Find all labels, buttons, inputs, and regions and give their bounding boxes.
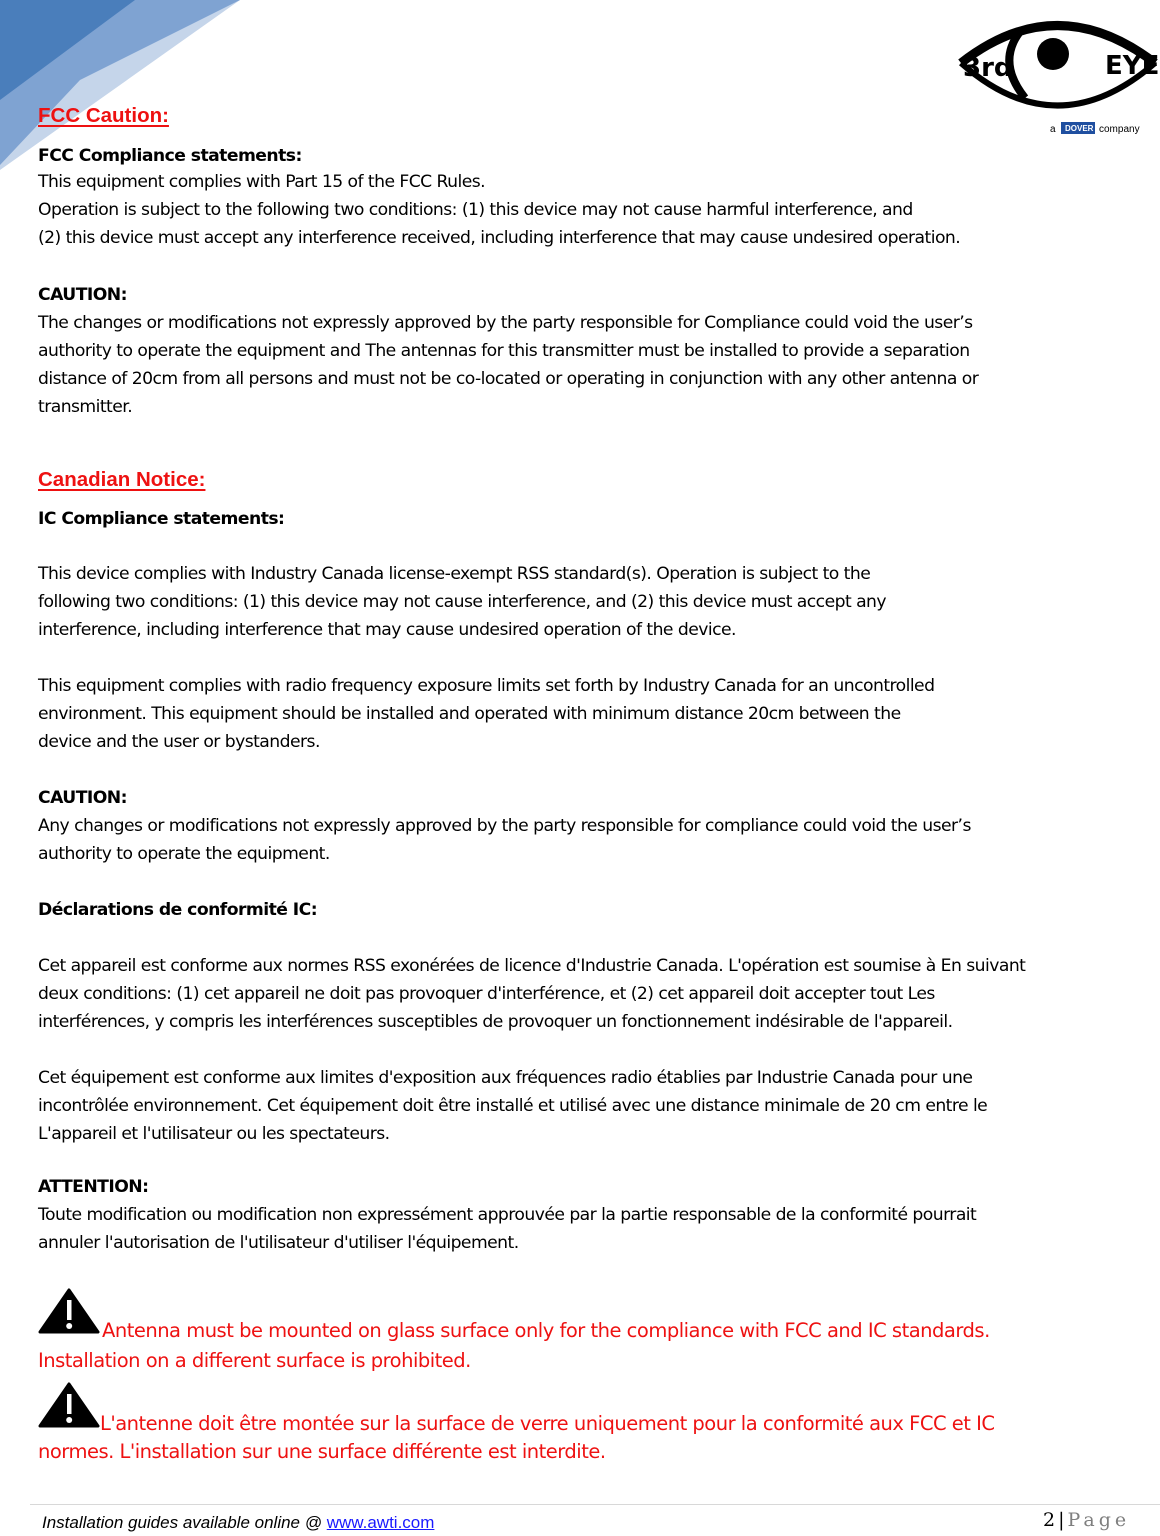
page-indicator	[1043, 1509, 1130, 1531]
ic-caution-line: Any changes or modifications not expressly approved by the party responsible for compliance could void the user’s	[38, 816, 971, 836]
warning-triangle-icon	[38, 1382, 100, 1428]
fcc-text-line: (2) this device must accept any interference received, including interference that may cause undesired operation.	[38, 228, 961, 248]
ic-rf-line: This equipment complies with radio frequency exposure limits set forth by Industry Canada for an uncontrolled	[38, 676, 935, 696]
fcc-caution-label: CAUTION:	[38, 285, 127, 305]
fr-attention-line: Toute modification ou modification non expressément approuvée par la partie responsable de la conformité pourrait	[38, 1205, 977, 1225]
svg-text:DOVER: DOVER	[1065, 124, 1094, 133]
svg-text:EYE: EYE	[1105, 51, 1160, 81]
ic-caution-label: CAUTION:	[38, 788, 127, 808]
fcc-caution-line: distance of 20cm from all persons and must not be co-located or operating in conjunction with any other antenna or	[38, 369, 979, 389]
ic-compliance-subheading: IC Compliance statements:	[38, 509, 285, 529]
fr-attention-line: annuler l'autorisation de l'utilisateur d'utiliser l'équipement.	[38, 1233, 519, 1253]
warning-en-line: Antenna must be mounted on glass surface only for the compliance with FCC and IC standards.	[102, 1319, 990, 1342]
fr-text-line: deux conditions: (1) cet appareil ne doit pas provoquer d'interférence, et (2) cet appareil doit accepter tout Les	[38, 984, 935, 1004]
fr-rf-line: Cet équipement est conforme aux limites d'exposition aux fréquences radio établies par Industrie Canada pour une	[38, 1068, 973, 1088]
page-separator: |	[1058, 1509, 1065, 1531]
ic-text-line: following two conditions: (1) this device may not cause interference, and (2) this device must accept any	[38, 592, 887, 612]
warning-fr-line: normes. L'installation sur une surface différente est interdite.	[38, 1440, 606, 1463]
svg-text:3rd: 3rd	[963, 53, 1013, 83]
page-label: Page	[1067, 1509, 1131, 1531]
fr-attention-label: ATTENTION:	[38, 1177, 149, 1197]
fcc-caution-line: authority to operate the equipment and The antennas for this transmitter must be installed to provide a separation	[38, 341, 970, 361]
warning-triangle-icon	[38, 1288, 100, 1334]
svg-text:a: a	[1050, 124, 1056, 135]
third-eye-logo	[955, 8, 1160, 136]
fcc-caution-line: The changes or modifications not expressly approved by the party responsible for Compliance could void the user’s	[38, 313, 973, 333]
warning-fr-line: L'antenne doit être montée sur la surface de verre uniquement pour la conformité aux FCC et IC	[100, 1412, 995, 1435]
fr-text-line: Cet appareil est conforme aux normes RSS exonérées de licence d'Industrie Canada. L'opération est soumise à En suivant	[38, 956, 1026, 976]
footer-text: Installation guides available online @	[42, 1513, 327, 1532]
fcc-text-line: Operation is subject to the following two conditions: (1) this device may not cause harmful interference, and	[38, 200, 913, 220]
fr-text-line: interférences, y compris les interférences susceptibles de provoquer un fonctionnement indésirable de l'appareil.	[38, 1012, 953, 1032]
footer-note	[42, 1513, 434, 1533]
fr-rf-line: incontrôlée environnement. Cet équipement doit être installé et utilisé avec une distance minimale de 20 cm entre le	[38, 1096, 988, 1116]
ic-rf-line: device and the user or bystanders.	[38, 732, 320, 752]
svg-text:company: company	[1099, 124, 1140, 135]
fcc-caution-heading: FCC Caution:	[38, 104, 169, 127]
ic-caution-line: authority to operate the equipment.	[38, 844, 330, 864]
fcc-text-line: This equipment complies with Part 15 of the FCC Rules.	[38, 172, 486, 192]
ic-text-line: interference, including interference that may cause undesired operation of the device.	[38, 620, 736, 640]
fr-rf-line: L'appareil et l'utilisateur ou les spectateurs.	[38, 1124, 390, 1144]
warning-en-line: Installation on a different surface is prohibited.	[38, 1349, 471, 1372]
fcc-caution-line: transmitter.	[38, 397, 133, 417]
fr-declarations-subheading: Déclarations de conformité IC:	[38, 900, 318, 920]
footer-divider	[30, 1504, 1160, 1505]
awti-website-link[interactable]: www.awti.com	[326, 1513, 435, 1532]
canadian-notice-heading: Canadian Notice:	[38, 468, 206, 491]
fcc-compliance-subheading: FCC Compliance statements:	[38, 146, 302, 166]
ic-rf-line: environment. This equipment should be installed and operated with minimum distance 20cm between the	[38, 704, 901, 724]
page-number: 2	[1043, 1509, 1056, 1531]
ic-text-line: This device complies with Industry Canada license-exempt RSS standard(s). Operation is subject to the	[38, 564, 871, 584]
